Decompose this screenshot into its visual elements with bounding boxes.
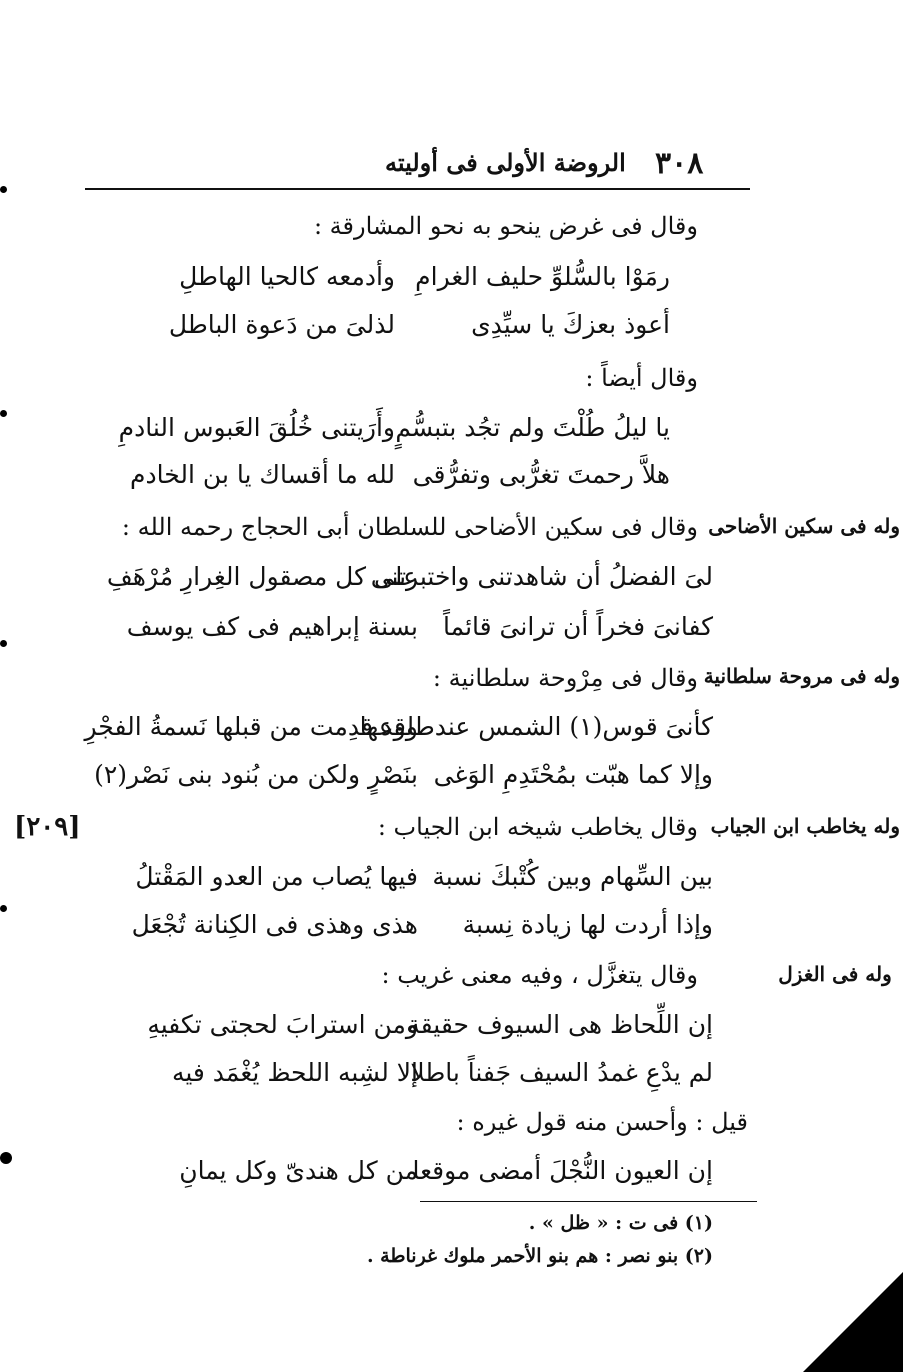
page-number: ٣٠٨ [655,146,704,181]
intro-line: وقال يخاطب شيخه ابن الجياب : [377,813,698,841]
verse-second-half: لله ما أقساك يا بن الخادم [130,460,395,489]
margin-note: وله فى مروحة سلطانية [703,664,900,688]
verse-second-half: هذى وهذى فى الكِنانة تُجْعَل [131,910,418,939]
intro-line: وقال يتغزَّل ، وفيه معنى غريب : [381,961,698,989]
scan-mark [0,410,7,417]
verse-first-half: أعوذ بعزكَ يا سيِّدِى [471,310,670,339]
verse-second-half: لذلىَ من دَعوة الباطل [168,310,395,339]
running-title: الروضة الأولى فى أوليته [385,148,626,177]
intro-line: وقال فى غرض ينحو به نحو المشارقة : [313,212,698,240]
verse-first-half: وإذا أردت لها زيادة نِسبة [462,910,713,939]
verse-second-half: من كل هندىّ وكل يمانِ [179,1156,418,1185]
scan-mark [0,905,7,912]
verse-second-half: بسنة إبراهيم فى كف يوسف [126,612,418,641]
scan-mark [0,1152,12,1164]
verse-second-half: وأَرَيتنى خُلُقَ العَبوس النادمِ [118,413,395,442]
verse-second-half: وقد قدِمت من قبلها نَسمةُ الفجْرِ [84,712,418,741]
verse-first-half: رمَوْا بالسُّلوِّ حليف الغرامِ [415,262,670,291]
verse-second-half: ومن استرابَ لحجتى تكفيهِ [147,1010,418,1039]
page-marker: [٢٠٩] [14,812,81,842]
scan-mark [0,640,7,647]
verse-first-half: وإلا كما هبّت بمُحْتَدِمِ الوَغى [433,760,713,789]
intro-line: وقال فى سكين الأضاحى للسلطان أبى الحجاج رحمه الله : [121,513,698,541]
intro-line: وقال فى مِرْوحة سلطانية : [432,664,698,692]
verse-first-half: كفانىَ فخراً أن ترانىَ قائماً [443,612,713,641]
verse-first-half: لىَ الفضلُ أن شاهدتنى واختبرتنى [370,562,713,591]
corner-shadow [803,1272,903,1372]
verse-second-half: بنَصْرٍ ولكن من بُنود بنى نَصْر(٢) [94,760,418,789]
scan-mark [0,186,7,193]
intro-line: قيل : وأحسن منه قول غيره : [456,1108,748,1136]
verse-first-half: إن العيون النُّجْلَ أمضى موقعا [412,1156,713,1185]
verse-second-half: إلا لشِبه اللحظ يُغْمَد فيه [171,1058,418,1087]
intro-line: وقال أيضاً : [585,364,698,392]
verse-first-half: بين السِّهام وبين كُتْبكَ نسبة [432,862,713,891]
running-header [85,140,750,190]
verse-first-half: يا ليلُ طُلْتَ ولم تجُد بتبسُّمٍ [395,413,670,442]
footnote: (٢) بنو نصر : هم بنو الأحمر ملوك غرناطة . [366,1245,713,1267]
footnote: (١) فى ت : « ظل » . [528,1212,713,1234]
margin-note: وله فى الغزل [778,962,892,986]
margin-note: وله يخاطب ابن الجياب [710,814,900,838]
verse-first-half: لم يدْعِ غمدُ السيف جَفناً باطلا [410,1058,713,1087]
footnote-rule [420,1201,757,1202]
verse-first-half: هلاَّ رحمتَ تغرُّبى وتفرُّقى [412,460,670,489]
verse-second-half: فيها يُصاب من العدو المَقْتلُ [135,862,418,891]
verse-second-half: على كل مصقول الغِرارِ مُرْهَفِ [106,562,418,591]
margin-note: وله فى سكين الأضاحى [708,514,900,538]
verse-first-half: كأنىَ قوس(١) الشمس عندطلوعها [359,712,713,741]
verse-first-half: إن اللِّحاظ هى السيوف حقيقة [407,1010,713,1039]
verse-second-half: وأدمعه كالحيا الهاطلِ [179,262,395,291]
